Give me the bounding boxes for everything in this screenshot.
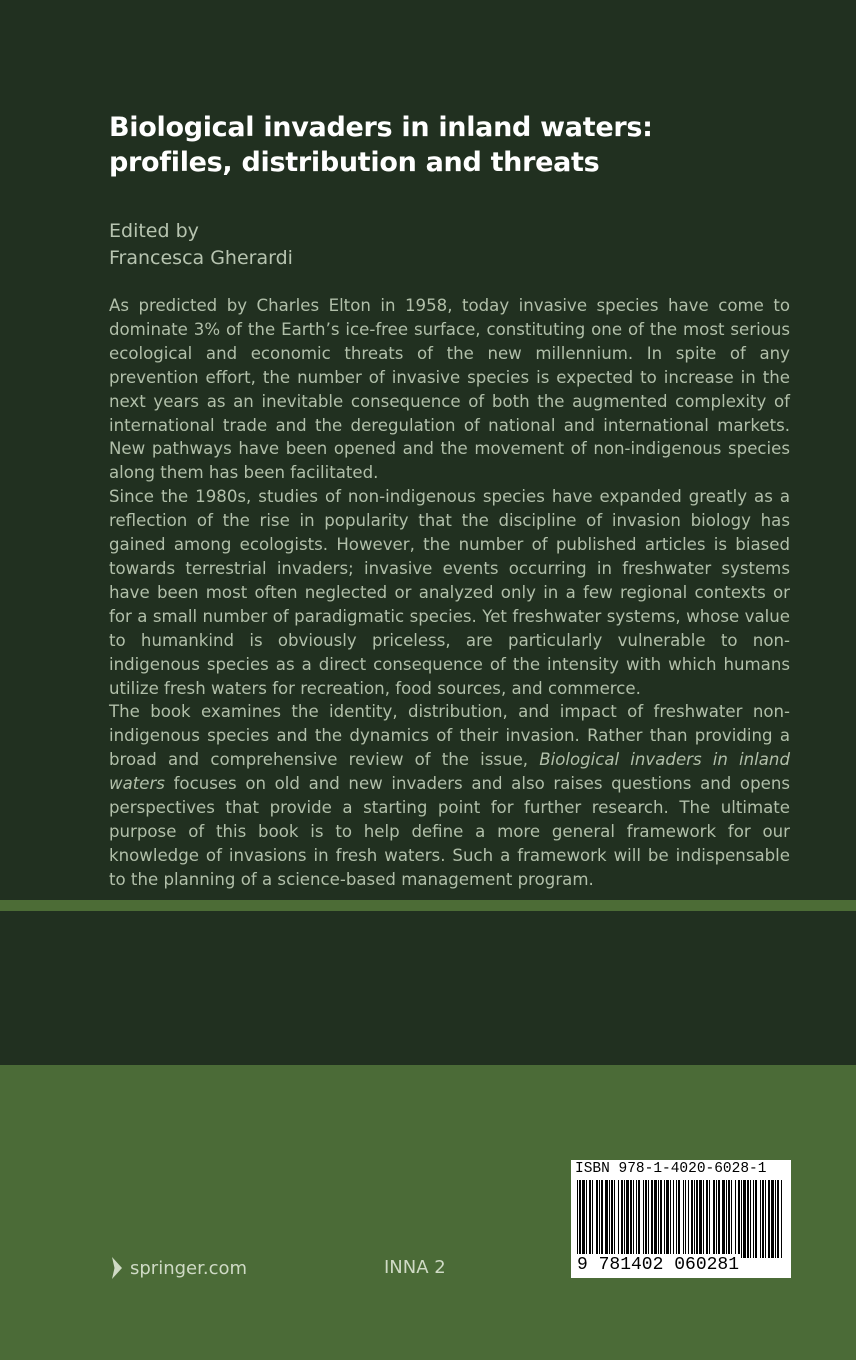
barcode-bar [586,1180,587,1258]
description-paragraph-1: As predicted by Charles Elton in 1958, today invasive species have come to dominate 3% of the Earth’s ice-free surface, constituting one of the most serious ecological and economic threats of the new millennium. In spite of any prevention effort, the number of invasive species is expected to increase in the next years as an inevitable consequence of both the augmented complexity of international trade and the deregulation of national and international markets. New pathways have been opened and the movement of non-indigenous species along them has been facilitated. [109,296,790,483]
barcode-bar [738,1180,740,1258]
barcode-bar [718,1180,720,1258]
barcode-bar [716,1180,717,1258]
barcode-bar [596,1180,598,1258]
barcode-bar [731,1180,732,1258]
barcode-bar [781,1180,782,1258]
barcode-bar [636,1180,637,1258]
barcode-bar [755,1180,757,1258]
barcode-bar [777,1180,779,1258]
description-paragraph-3 [109,700,790,891]
barcode-bar [713,1180,715,1258]
isbn-label: ISBN 978-1-4020-6028-1 [575,1161,767,1177]
barcode-bar [611,1180,613,1258]
barcode-bar [630,1180,632,1258]
series-code: INNA 2 [384,1257,446,1278]
barcode-bar [703,1180,704,1258]
barcode-bar [726,1180,727,1258]
description-p3-end: focuses on old and new invaders and also raises questions and opens perspectives that provide a starting point for further research. The ultimate purpose of this book is to help define a more general framework for our knowledge of invasions in fresh waters. Such a framework will be indispensable to the planning of a science-based management program. [109,774,790,889]
book-title-line-2: profiles, distribution and threats [109,147,600,178]
edited-by-label: Edited by [109,220,199,242]
barcode-bar [618,1180,619,1258]
barcode-bar [633,1180,634,1258]
barcode-bar [694,1180,695,1258]
description-p3-title-italic: Biological invaders in inland waters [109,750,790,794]
barcode-bar [670,1180,671,1258]
barcode-bar [599,1180,600,1258]
chevron-right-icon [110,1256,124,1280]
barcode-bar [683,1180,684,1258]
barcode-bar [660,1180,662,1258]
barcode-bar [743,1180,746,1258]
divider-stripe [0,900,856,911]
barcode-bar [658,1180,659,1258]
barcode-bar [621,1180,623,1258]
barcode-bar [676,1180,677,1258]
barcode-bar [664,1180,665,1258]
barcode-bar [678,1180,680,1258]
barcode-bar [741,1180,742,1258]
description-paragraph-2: Since the 1980s, studies of non-indigenous species have expanded greatly as a reflection of the rise in popularity that the discipline of invasion biology has gained among ecologists. However, the number of published articles is biased towards terrestrial invaders; invasive events occurring in freshwater systems have been most often neglected or analyzed only in a few regional contexts or for a small number of paradigmatic species. Yet freshwater systems, whose value to humankind is obviously priceless, are particularly vulnerable to non-indigenous species as a direct consequence of the intensity with which humans utilize fresh waters for recreation, food sources, and commerce. [109,487,790,698]
barcode-bar [577,1180,578,1258]
barcode-bar [638,1180,640,1258]
isbn-barcode [571,1160,791,1278]
barcode-bar [688,1180,689,1258]
barcode-bar [651,1180,653,1258]
barcode-bar [709,1180,710,1258]
barcode-bar [645,1180,647,1258]
barcode-bar [775,1180,776,1258]
barcode-bar [768,1180,770,1258]
barcode-bar [699,1180,702,1258]
barcode-bar [750,1180,751,1258]
book-description [109,294,790,892]
barcode-bar [589,1180,591,1258]
publisher-link[interactable] [110,1255,247,1281]
barcode-bar [722,1180,725,1258]
barcode-bar [605,1180,608,1258]
barcode-bar [673,1180,674,1258]
barcode-bar [592,1180,593,1258]
book-title-line-1: Biological invaders in inland waters: [109,112,653,143]
book-title [109,110,809,180]
barcode-bar [685,1180,686,1258]
barcode-bar [771,1180,774,1258]
barcode-bar [728,1180,730,1258]
barcode-bar [601,1180,603,1258]
barcode-bar [765,1180,766,1258]
publisher-url: springer.com [130,1257,248,1279]
barcode-bar [691,1180,693,1258]
barcode-bar [666,1180,669,1258]
editor-block [109,218,293,272]
barcode-bar [735,1180,736,1258]
barcode-bar [643,1180,644,1258]
editor-name: Francesca Gherardi [109,247,293,269]
barcode-bar [706,1180,708,1258]
barcode-bar [760,1180,761,1258]
barcode-bar [648,1180,649,1258]
barcode-bar [626,1180,629,1258]
barcode-digits: 9 781402 060281 [577,1255,740,1275]
description-p3-start: The book examines the identity, distribution, and impact of freshwater non-indigenous species and the dynamics of their invasion. Rather than providing a broad and comprehensive review of the issue, [109,702,790,770]
barcode-bar [747,1180,749,1258]
barcode-bar [609,1180,610,1258]
barcode-bar [614,1180,615,1258]
barcode-bar [753,1180,754,1258]
barcode-bar [654,1180,657,1258]
barcode-bar [582,1180,585,1258]
barcode-bar [696,1180,698,1258]
barcode-bars [575,1180,787,1258]
barcode-bar [762,1180,764,1258]
barcode-bar [624,1180,625,1258]
barcode-bar [579,1180,581,1258]
back-cover-middle-panel [0,911,856,1065]
